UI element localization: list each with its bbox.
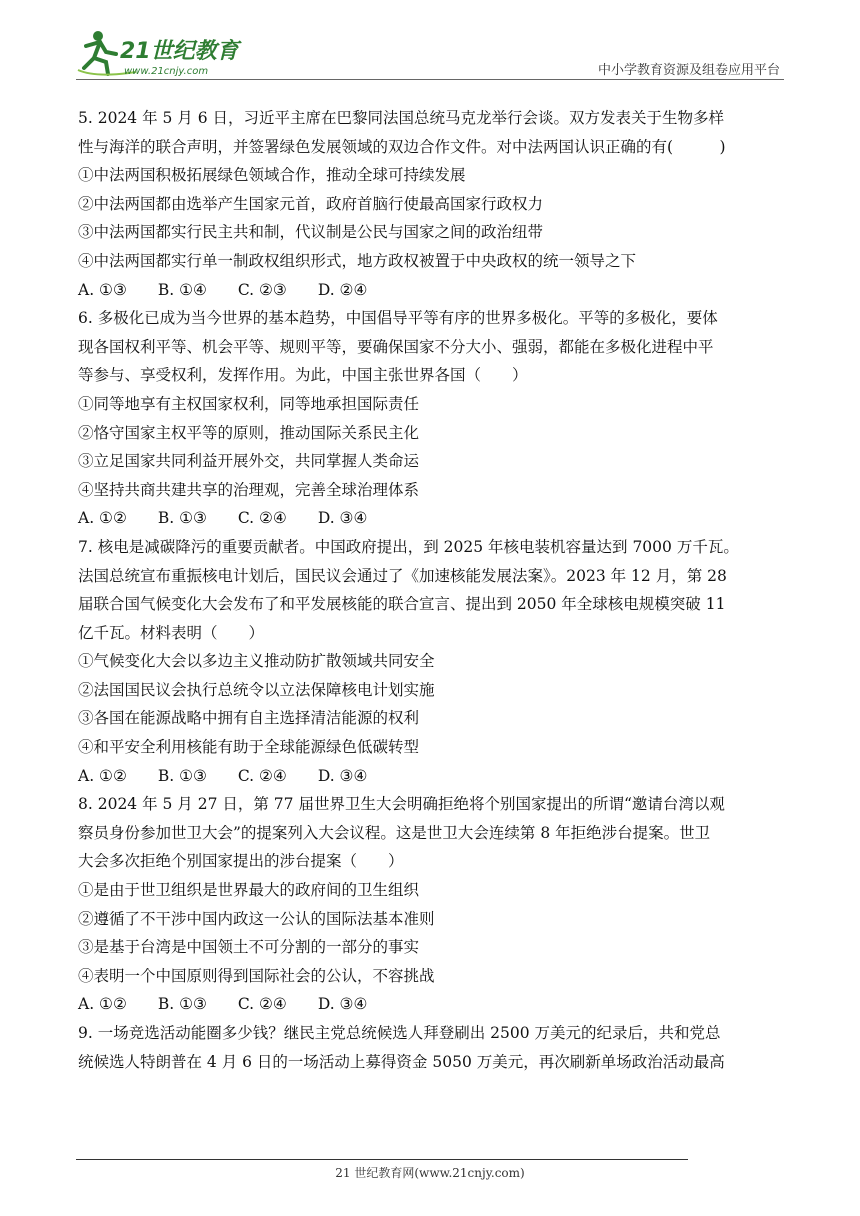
- answer-choices: A. ①② B. ①③ C. ②④ D. ③④: [78, 509, 368, 528]
- svg-text:www.21cnjy.com: www.21cnjy.com: [124, 66, 209, 77]
- answer-choices: A. ①② B. ①③ C. ②④ D. ③④: [78, 995, 368, 1014]
- header-divider: [76, 79, 784, 80]
- question-stem-line: 统候选人特朗普在 4 月 6 日的一场活动上募得资金 5050 万美元，再次刷新单场政治活动最高: [78, 1052, 725, 1071]
- platform-name: 中小学教育资源及组卷应用平台: [597, 63, 780, 78]
- question-option: ③各国在能源战略中拥有自主选择清洁能源的权利: [78, 709, 420, 728]
- question-stem-line: 察员身份参加世卫大会”的提案列入大会议程。这是世卫大会连续第 8 年拒绝涉台提案。世卫: [78, 823, 711, 842]
- question-option: ②法国国民议会执行总统令以立法保障核电计划实施: [78, 680, 435, 699]
- footer-text[interactable]: 21 世纪教育网(www.21cnjy.com): [335, 1166, 525, 1180]
- question-option: ④坚持共商共建共享的治理观，完善全球治理体系: [78, 480, 420, 499]
- question-stem-line: 等参与、享受权利，发挥作用。为此，中国主张世界各国（ ）: [78, 366, 528, 385]
- question-stem-line: 8. 2024 年 5 月 27 日，第 77 届世界卫生大会明确拒绝将个别国家提出的所谓“邀请台湾以观: [78, 795, 725, 814]
- question-option: ③立足国家共同利益开展外交，共同掌握人类命运: [78, 452, 420, 471]
- question-block: [78, 790, 788, 1019]
- question-stem-line: 届联合国气候变化大会发布了和平发展核能的联合宣言、提出到 2050 年全球核电规模突破 11: [78, 595, 726, 614]
- svg-text:21世纪教育: 21世纪教育: [120, 39, 239, 64]
- question-option: ②遵循了不干涉中国内政这一公认的国际法基本准则: [78, 909, 435, 928]
- question-stem-line: 6. 多极化已成为当今世界的基本趋势，中国倡导平等有序的世界多极化。平等的多极化，要体: [78, 309, 718, 328]
- question-block: [78, 104, 788, 304]
- question-option: ②中法两国都由选举产生国家元首，政府首脑行使最高国家行政权力: [78, 194, 544, 213]
- question-list: [78, 104, 788, 1076]
- question-stem-line: 9. 一场竞选活动能圈多少钱？继民主党总统候选人拜登刷出 2500 万美元的纪录后，共和党总: [78, 1024, 721, 1042]
- question-option: ①中法两国积极拓展绿色领域合作，推动全球可持续发展: [78, 166, 466, 185]
- question-block: [78, 533, 788, 790]
- question-option: ③中法两国都实行民主共和制，代议制是公民与国家之间的政治纽带: [78, 223, 544, 242]
- question-stem-line: 大会多次拒绝个别国家提出的涉台提案（ ）: [78, 852, 404, 871]
- question-stem-line: 现各国权利平等、机会平等、规则平等，要确保国家不分大小、强弱，都能在多极化进程中平: [78, 337, 714, 356]
- question-block: [78, 1019, 788, 1076]
- site-logo[interactable]: [76, 28, 246, 80]
- question-stem-line: 5. 2024 年 5 月 6 日，习近平主席在巴黎同法国总统马克龙举行会谈。双方发表关于生物多样: [78, 109, 725, 127]
- question-option: ④和平安全利用核能有助于全球能源绿色低碳转型: [78, 738, 420, 757]
- question-block: [78, 304, 788, 533]
- question-option: ①气候变化大会以多边主义推动防扩散领域共同安全: [78, 652, 435, 671]
- question-option: ①是由于世卫组织是世界最大的政府间的卫生组织: [78, 881, 420, 900]
- question-option: ①同等地享有主权国家权利，同等地承担国际责任: [78, 394, 420, 413]
- answer-choices: A. ①③ B. ①④ C. ②③ D. ②④: [78, 280, 368, 299]
- page-header: [0, 0, 860, 82]
- question-stem-line: 法国总统宣布重振核电计划后，国民议会通过了《加速核能发展法案》。2023 年 12 月，第 28: [78, 566, 727, 585]
- question-option: ④中法两国都实行单一制政权组织形式，地方政权被置于中央政权的统一领导之下: [78, 251, 637, 270]
- question-stem-line: 性与海洋的联合声明，并签署绿色发展领域的双边合作文件。对中法两国认识正确的有( ): [78, 137, 726, 156]
- footer-divider: [76, 1159, 688, 1160]
- runner-logo-icon: [76, 28, 246, 80]
- question-option: ③是基于台湾是中国领土不可分割的一部分的事实: [78, 938, 420, 957]
- question-stem-line: 亿千瓦。材料表明（ ）: [78, 623, 265, 642]
- answer-choices: A. ①② B. ①③ C. ②④ D. ③④: [78, 766, 368, 785]
- question-option: ④表明一个中国原则得到国际社会的公认，不容挑战: [78, 966, 435, 985]
- question-stem-line: 7. 核电是减碳降污的重要贡献者。中国政府提出，到 2025 年核电装机容量达到 7000 万千瓦。: [78, 537, 739, 556]
- question-option: ②恪守国家主权平等的原则，推动国际关系民主化: [78, 423, 420, 442]
